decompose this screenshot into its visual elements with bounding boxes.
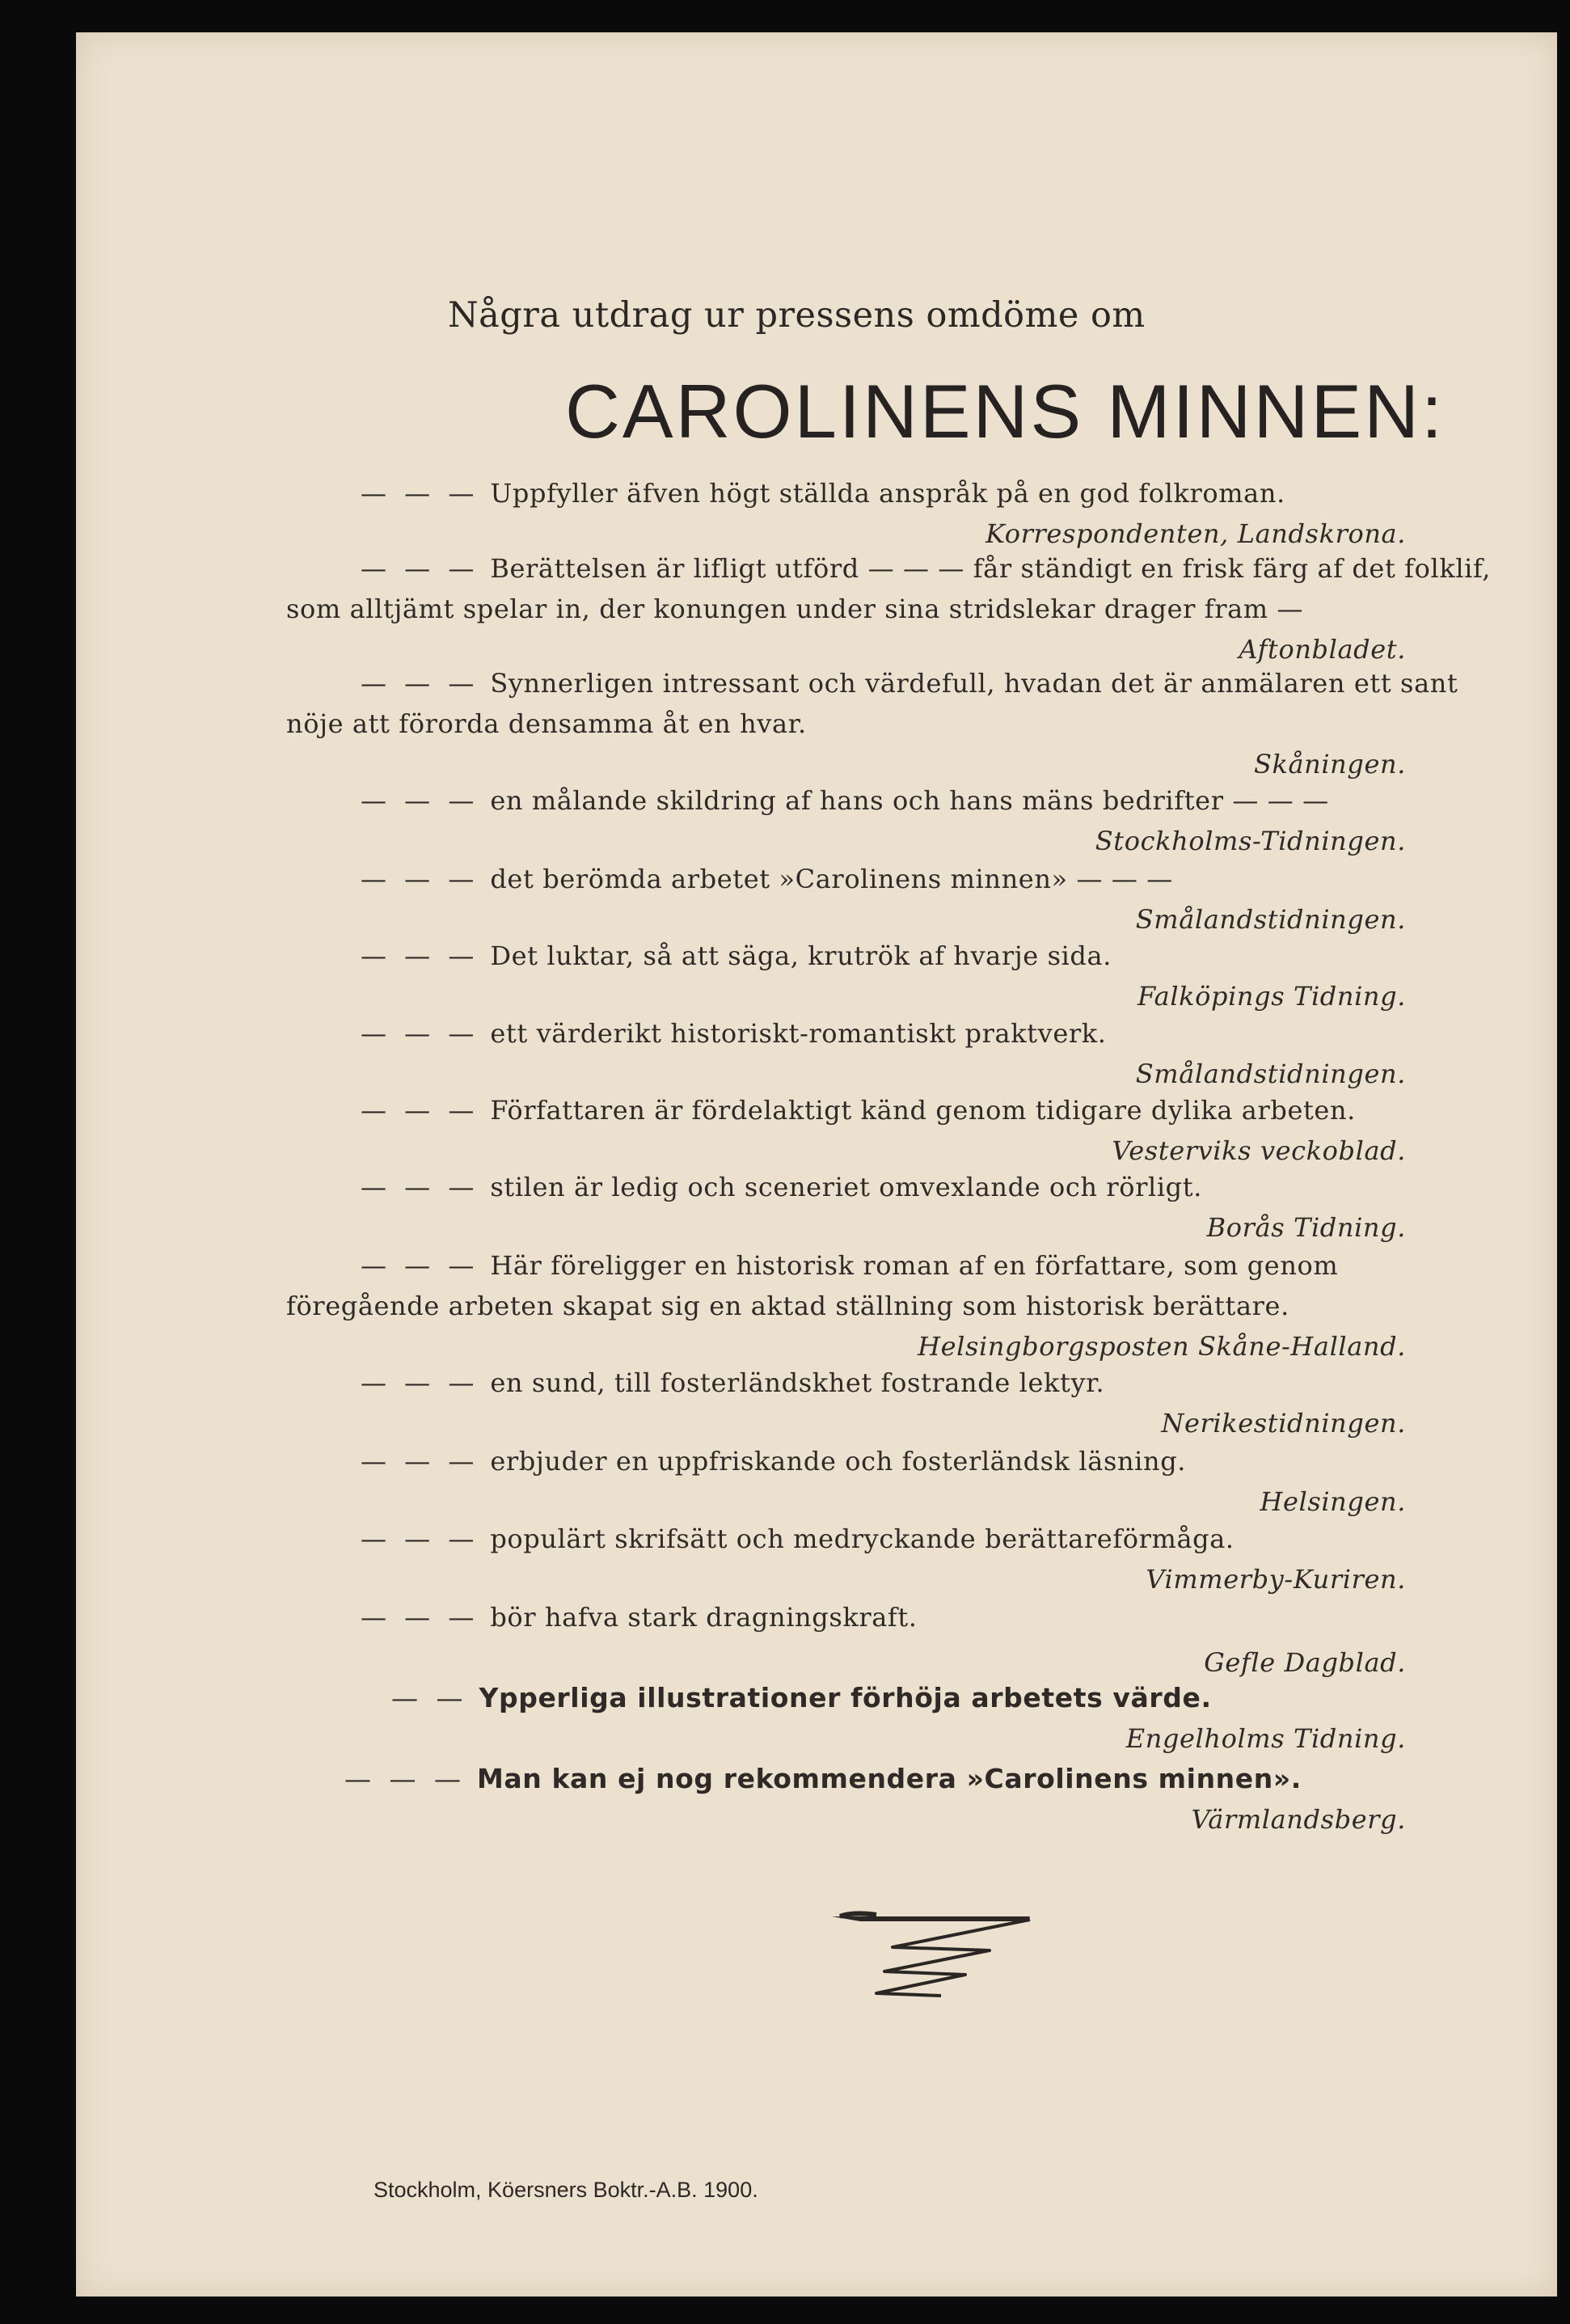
dash: — — —: [361, 1250, 479, 1281]
intro-line: Några utdrag ur pressens omdöme om: [448, 295, 1146, 336]
dash: — — —: [361, 1446, 479, 1477]
dash: — — —: [361, 864, 479, 894]
review-text: Synnerligen intressant och värdefull, hvadan det är anmälaren ett sant nöje att förorda densamma åt en hvar.: [286, 668, 1458, 739]
dash: — — —: [361, 1367, 479, 1398]
dash: — — —: [361, 1018, 479, 1049]
book-page: [76, 32, 1557, 2297]
review-6: [361, 936, 1499, 1016]
review-3: [286, 663, 1499, 784]
dash: — — —: [361, 1523, 479, 1554]
review-8: [361, 1090, 1499, 1171]
review-13: [361, 1519, 1499, 1599]
dash: — — —: [361, 785, 479, 816]
dash: — — —: [344, 1763, 466, 1794]
review-15: [391, 1678, 1530, 1759]
review-4: [361, 780, 1499, 861]
review-source: Borås Tidning.: [1206, 1212, 1406, 1243]
dash: — — —: [361, 553, 479, 584]
dash: — — —: [361, 1095, 479, 1126]
review-source: Skåningen.: [1253, 749, 1406, 780]
review-text: det berömda arbetet »Carolinens minnen» — — —: [490, 864, 1173, 894]
review-source: Helsingborgsposten Skåne-Halland.: [918, 1331, 1406, 1362]
review-5: [361, 859, 1499, 940]
review-source: Aftonbladet.: [1239, 634, 1406, 665]
review-10: [286, 1245, 1499, 1367]
dash: — — —: [361, 668, 479, 699]
review-text: bör hafva stark dragningskraft.: [490, 1602, 918, 1633]
review-text: Författaren är fördelaktigt känd genom tidigare dylika arbeten.: [490, 1095, 1356, 1126]
review-source: Värmlandsberg.: [1191, 1804, 1406, 1835]
review-source: Gefle Dagblad.: [1204, 1647, 1406, 1678]
review-7: [361, 1013, 1499, 1094]
review-14: [361, 1597, 1499, 1683]
review-9: [361, 1167, 1499, 1248]
review-source: Smålandstidningen.: [1135, 1058, 1406, 1089]
review-text: Här föreligger en historisk roman af en författare, som genom föregående arbeten skapat sig en aktad ställning som historisk berättare.: [286, 1250, 1339, 1321]
dash: — —: [391, 1682, 468, 1713]
review-1: [361, 473, 1499, 554]
dash: — — —: [361, 1602, 479, 1633]
review-source: Nerikestidningen.: [1161, 1408, 1406, 1439]
review-source: Engelholms Tidning.: [1125, 1723, 1406, 1754]
review-text: populärt skrifsätt och medryckande berättareförmåga.: [490, 1523, 1234, 1554]
dash: — — —: [361, 1172, 479, 1202]
review-source: Falköpings Tidning.: [1137, 981, 1406, 1012]
review-text: Berättelsen är lifligt utförd — — — får ständigt en frisk färg af det folklif, som alltjämt spelar in, der konungen under sina stridslekar drager fram —: [286, 553, 1492, 624]
review-text: Det luktar, så att säga, krutrök af hvarje sida.: [490, 940, 1112, 971]
review-text: Uppfyller äfven högt ställda anspråk på en god folkroman.: [490, 478, 1285, 509]
review-source: Korrespondenten, Landskrona.: [985, 518, 1406, 549]
review-source: Vesterviks veckoblad.: [1112, 1135, 1406, 1166]
review-text: erbjuder en uppfriskande och fosterländsk läsning.: [490, 1446, 1187, 1477]
dash: — — —: [361, 940, 479, 971]
review-text: stilen är ledig och sceneriet omvexlande och rörligt.: [490, 1172, 1203, 1202]
review-16: [344, 1759, 1483, 1840]
review-text: en målande skildring af hans och hans mäns bedrifter — — —: [490, 785, 1329, 816]
ornament-icon: [828, 1908, 1038, 2005]
review-source: Helsingen.: [1260, 1486, 1406, 1517]
dash: — — —: [361, 478, 479, 509]
review-text: Ypperliga illustrationer förhöja arbetets värde.: [479, 1682, 1212, 1713]
review-text: en sund, till fosterländskhet fostrande lektyr.: [490, 1367, 1105, 1398]
review-11: [361, 1363, 1499, 1443]
imprint: Stockholm, Köersners Boktr.-A.B. 1900.: [374, 2178, 758, 2202]
review-source: Smålandstidningen.: [1135, 904, 1406, 935]
review-source: Stockholms-Tidningen.: [1095, 826, 1406, 856]
review-2: [286, 548, 1499, 670]
review-text: ett värderikt historiskt-romantiskt praktverk.: [490, 1018, 1107, 1049]
review-source: Vimmerby-Kuriren.: [1146, 1564, 1406, 1595]
book-title: CAROLINENS MINNEN:: [565, 369, 1445, 454]
review-text: Man kan ej nog rekommendera »Carolinens minnen».: [476, 1763, 1302, 1794]
review-12: [361, 1441, 1499, 1522]
